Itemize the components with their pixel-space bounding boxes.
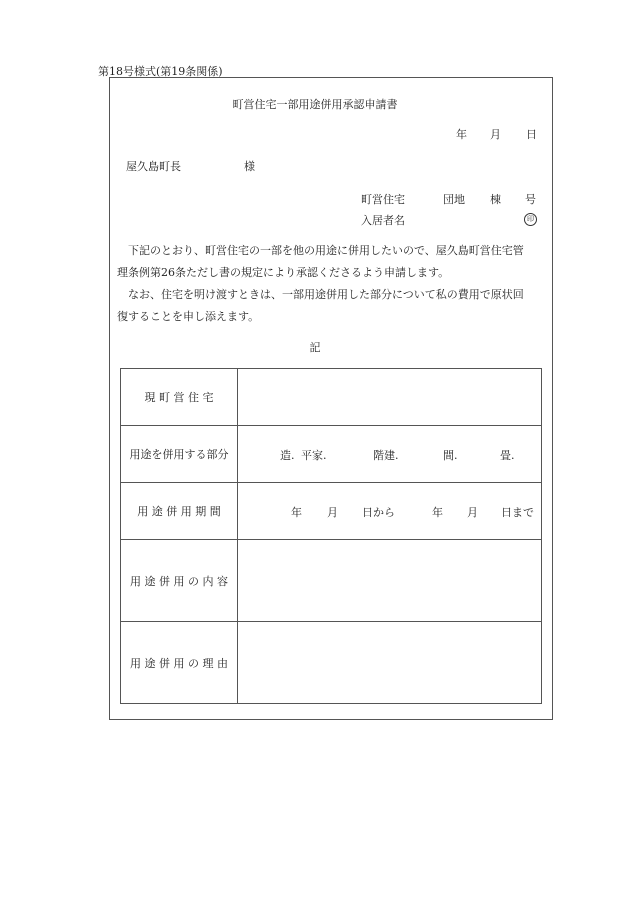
table-row bbox=[121, 483, 542, 540]
paragraph-1-line-1: 下記のとおり、町営住宅の一部を他の用途に併用したいので、屋久島町営住宅管 bbox=[128, 244, 524, 257]
addressee bbox=[126, 158, 255, 174]
row-reason-field[interactable] bbox=[238, 622, 542, 704]
housing-label: 町営住宅 bbox=[361, 193, 405, 206]
ki-heading: 記 bbox=[309, 341, 321, 354]
form-number: 第18号様式(第19条関係) bbox=[98, 65, 223, 78]
period-value: 日から bbox=[362, 506, 395, 519]
row-current-housing-label: 現 町 営 住 宅 bbox=[121, 369, 238, 426]
table-row bbox=[121, 426, 542, 483]
date-month: 月 bbox=[490, 128, 501, 141]
shared-part-value: 間. bbox=[443, 449, 458, 462]
table-row bbox=[121, 540, 542, 622]
details-table bbox=[120, 368, 542, 704]
period-value: 月 bbox=[467, 506, 478, 519]
addressee-name: 屋久島町長 bbox=[126, 160, 181, 173]
row-content-field[interactable] bbox=[238, 540, 542, 622]
addressee-honorific: 様 bbox=[244, 160, 255, 173]
form-title: 町営住宅一部用途併用承認申請書 bbox=[232, 98, 398, 111]
number-label: 号 bbox=[525, 193, 536, 206]
shared-part-value: 造. bbox=[280, 449, 295, 462]
period-value: 日まで bbox=[501, 506, 534, 519]
row-shared-part-label: 用途を併用する部分 bbox=[121, 426, 238, 483]
resident-label: 入居者名 bbox=[361, 214, 405, 227]
table-row bbox=[121, 369, 542, 426]
body-text bbox=[117, 240, 545, 328]
row-shared-part-field[interactable] bbox=[238, 426, 542, 483]
row-reason-label: 用 途 併 用 の 理 由 bbox=[121, 622, 238, 704]
date-day: 日 bbox=[526, 128, 537, 141]
period-value: 年 bbox=[432, 506, 443, 519]
paragraph-1-line-2: 理条例第26条ただし書の規定により承認くださるよう申請します。 bbox=[117, 266, 450, 279]
shared-part-value: 畳. bbox=[500, 449, 515, 462]
row-period-field[interactable] bbox=[238, 483, 542, 540]
shared-part-value: 階建. bbox=[373, 449, 399, 462]
row-content-label: 用 途 併 用 の 内 容 bbox=[121, 540, 238, 622]
shared-part-value: 平家. bbox=[301, 449, 327, 462]
paragraph-2-line-2: 復することを申し添えます。 bbox=[117, 310, 260, 323]
danchi-label: 団地 bbox=[443, 193, 465, 206]
table-row bbox=[121, 622, 542, 704]
building-label: 棟 bbox=[490, 193, 501, 206]
seal-icon: 印 bbox=[524, 213, 537, 226]
paragraph-2-line-1: なお、住宅を明け渡すときは、一部用途併用した部分について私の費用で原状回 bbox=[128, 288, 524, 301]
row-current-housing-field[interactable] bbox=[238, 369, 542, 426]
date-year: 年 bbox=[456, 128, 467, 141]
row-period-label: 用 途 併 用 期 間 bbox=[121, 483, 238, 540]
period-value: 月 bbox=[327, 506, 338, 519]
period-value: 年 bbox=[291, 506, 302, 519]
